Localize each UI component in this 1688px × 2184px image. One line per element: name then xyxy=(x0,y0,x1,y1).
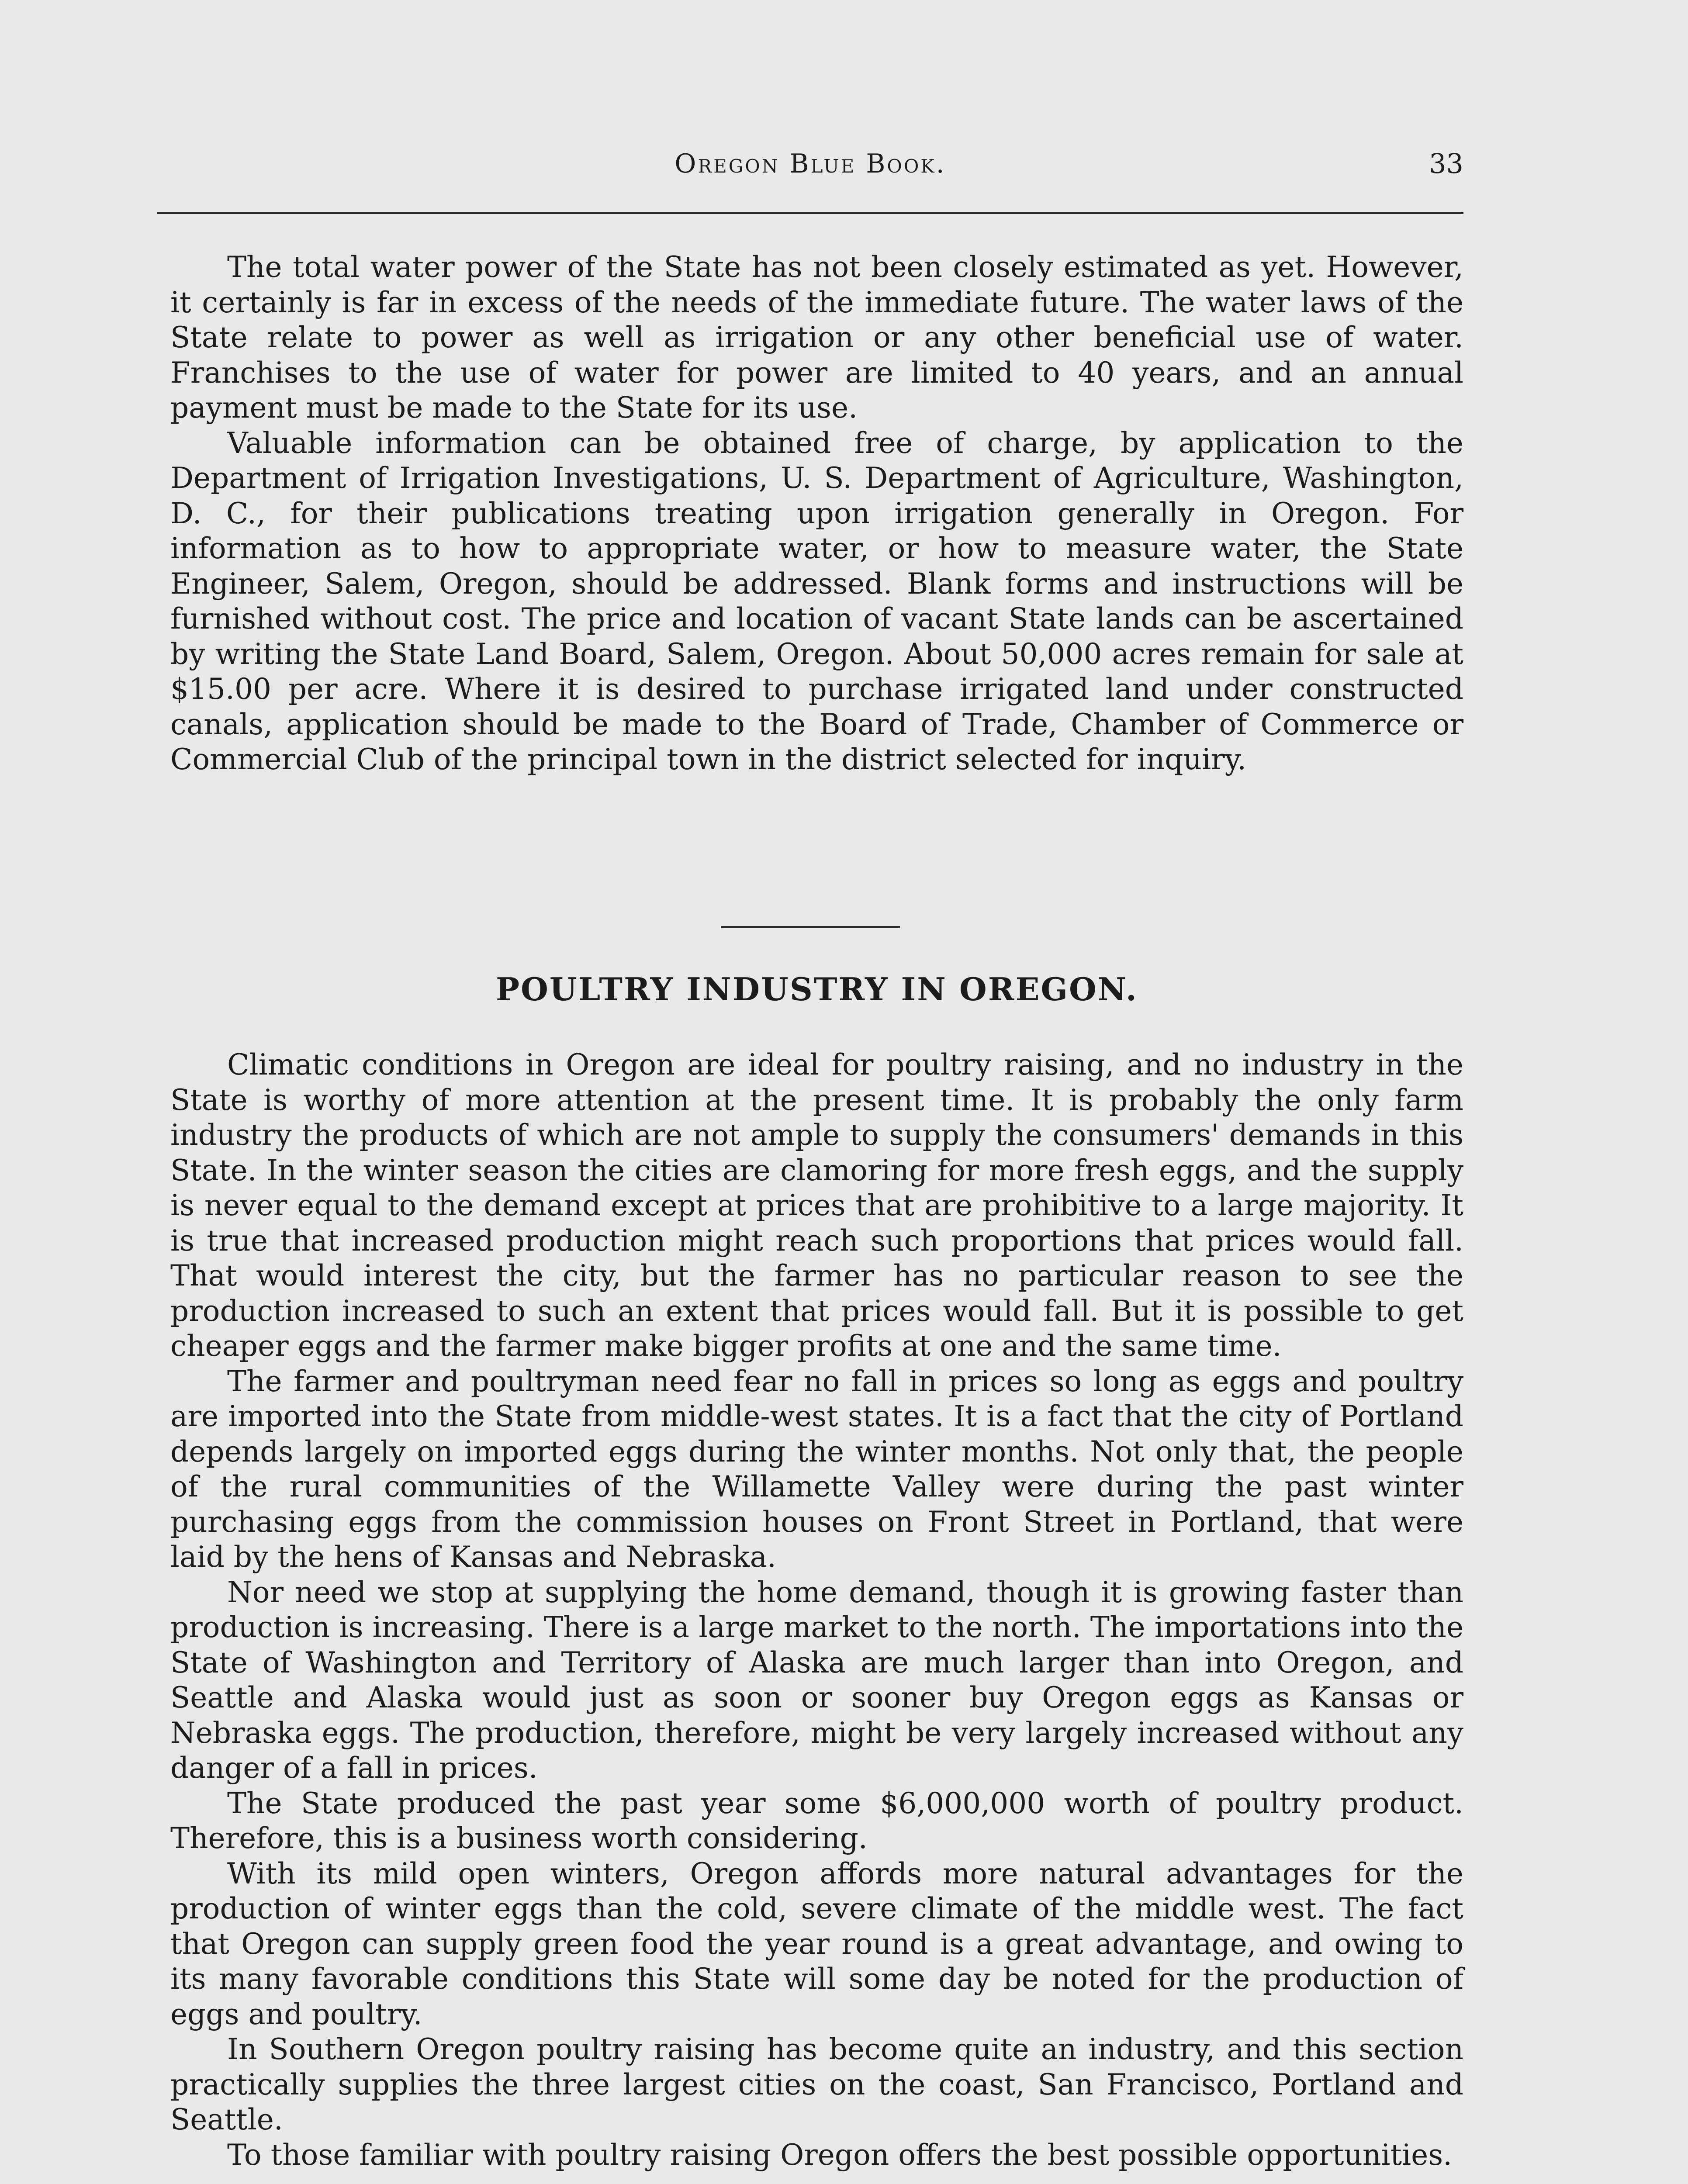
poultry-paragraph-3: Nor need we stop at supplying the home demand, though it is growing faster than production is increasing. There is a large market to the north. The importations into the State of Washington and Territory of Alaska are much larger than into Oregon, and Seattle and Alaska would just as soon or sooner buy Oregon eggs as Kansas or Nebraska eggs. The production, therefore, might be very largely increased without any danger of a fall in prices. xyxy=(170,1575,1463,1785)
poultry-paragraph-5: With its mild open winters, Oregon affords more natural advantages for the production of winter eggs than the cold, severe climate of the middle west. The fact that Oregon can supply green food the year round is a great advantage, and owing to its many favorable conditions this State will some day be noted for the production of eggs and poultry. xyxy=(170,1856,1463,2031)
water-paragraph-1: The total water power of the State has not been closely estimated as yet. However, it certainly is far in excess of the needs of the immediate future. The water laws of the State relate to power as well as irrigation or any other beneficial use of water. Franchises to the use of water for power are limited to 40 years, and an annual payment must be made to the State for its use. xyxy=(170,250,1463,425)
section-divider xyxy=(721,926,900,928)
header-rule xyxy=(157,212,1463,214)
section-title: POULTRY INDUSTRY IN OREGON. xyxy=(496,971,1138,1008)
water-paragraph-2: Valuable information can be obtained free of charge, by application to the Department of Irrigation Investigations, U. S. Department of Agriculture, Washington, D. C., for their publications treating upon irrigation generally in Oregon. For information as to how to appropriate water, or how to measure water, the State Engineer, Salem, Oregon, should be addressed. Blank forms and instructions will be furnished without cost. The price and location of vacant State lands can be ascertained by writing the State Land Board, Salem, Oregon. About 50,000 acres remain for sale at $15.00 per acre. Where it is desired to purchase irrigated land under constructed canals, application should be made to the Board of Trade, Chamber of Commerce or Commercial Club of the principal town in the district selected for inquiry. xyxy=(170,426,1463,776)
poultry-paragraph-2: The farmer and poultryman need fear no fall in prices so long as eggs and poultry are imported into the State from middle-west states. It is a fact that the city of Portland depends largely on imported eggs during the winter months. Not only that, the people of the rural communities of the Willamette Valley were during the past winter purchasing eggs from the commission houses on Front Street in Portland, that were laid by the hens of Kansas and Nebraska. xyxy=(170,1364,1463,1574)
running-head xyxy=(157,144,1463,183)
poultry-section xyxy=(170,1047,1463,2173)
poultry-paragraph-1: Climatic conditions in Oregon are ideal for poultry raising, and no industry in the State is worthy of more attention at the present time. It is probably the only farm industry the products of which are not ample to supply the consumers' demands in this State. In the winter season the cities are clamoring for more fresh eggs, and the supply is never equal to the demand except at prices that are prohibitive to a large majority. It is true that increased production might reach such proportions that prices would fall. That would interest the city, but the farmer has no particular reason to see the production increased to such an extent that prices would fall. But it is possible to get cheaper eggs and the farmer make bigger profits at one and the same time. xyxy=(170,1048,1463,1363)
book-title: Oregon Blue Book. xyxy=(675,149,946,179)
poultry-paragraph-6: In Southern Oregon poultry raising has become quite an industry, and this section practically supplies the three largest cities on the coast, San Francisco, Portland and Seattle. xyxy=(170,2032,1463,2136)
poultry-paragraph-7: To those familiar with poultry raising Oregon offers the best possible opportunities. xyxy=(227,2138,1453,2172)
water-power-section xyxy=(170,250,1463,778)
poultry-paragraph-4: The State produced the past year some $6,000,000 worth of poultry product. Therefore, this is a business worth considering. xyxy=(170,1786,1463,1855)
page-number: 33 xyxy=(1429,148,1463,180)
